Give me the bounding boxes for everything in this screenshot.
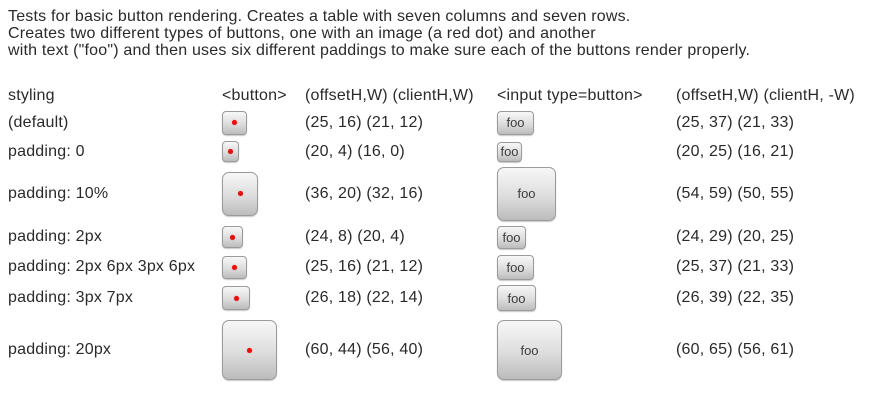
- image-button[interactable]: [222, 256, 247, 279]
- foo-input-button[interactable]: foo: [497, 285, 536, 311]
- styling-label: (default): [8, 113, 69, 131]
- input-metrics: (24, 29) (20, 25): [676, 228, 795, 245]
- image-button[interactable]: [222, 172, 258, 216]
- foo-input-button[interactable]: foo: [497, 320, 562, 380]
- styling-label: padding: 20px: [8, 341, 112, 358]
- styling-label: padding: 3px 7px: [8, 289, 134, 306]
- image-button[interactable]: [222, 320, 277, 380]
- image-button[interactable]: [222, 226, 243, 248]
- button-metrics: (24, 8) (20, 4): [305, 228, 405, 245]
- table-row: [8, 282, 893, 314]
- table-row: [8, 165, 893, 222]
- styling-label: padding: 10%: [8, 184, 109, 202]
- col-header-input-metrics: (offsetH,W) (clientH, -W): [676, 87, 855, 104]
- intro-line-1: Tests for basic button rendering. Creates a table with seven columns and seven rows.: [8, 8, 631, 25]
- button-metrics: (26, 18) (22, 14): [305, 289, 424, 306]
- image-button[interactable]: [222, 286, 250, 310]
- red-dot-icon: [228, 149, 233, 154]
- table-row: [8, 222, 893, 252]
- table-row: [8, 314, 893, 386]
- button-metrics: (20, 4) (16, 0): [305, 142, 405, 160]
- button-metrics: (60, 44) (56, 40): [305, 341, 424, 358]
- styling-label: padding: 2px: [8, 228, 103, 245]
- col-header-input-tag: <input type=button>: [497, 87, 643, 104]
- button-metrics: (25, 16) (21, 12): [305, 258, 424, 275]
- red-dot-icon: [234, 296, 239, 301]
- styling-label: padding: 2px 6px 3px 6px: [8, 258, 196, 275]
- red-dot-icon: [230, 235, 235, 240]
- button-test-table: [8, 85, 893, 386]
- red-dot-icon: [247, 348, 252, 353]
- input-metrics: (54, 59) (50, 55): [676, 184, 795, 202]
- red-dot-icon: [232, 120, 237, 125]
- input-metrics: (25, 37) (21, 33): [676, 258, 795, 275]
- foo-input-button[interactable]: foo: [497, 226, 526, 249]
- image-button[interactable]: [222, 141, 239, 162]
- styling-label: padding: 0: [8, 142, 85, 160]
- red-dot-icon: [232, 265, 237, 270]
- foo-input-button[interactable]: foo: [497, 255, 534, 280]
- input-metrics: (20, 25) (16, 21): [676, 142, 795, 160]
- input-metrics: (26, 39) (22, 35): [676, 289, 795, 306]
- button-metrics: (25, 16) (21, 12): [305, 113, 424, 131]
- intro-line-3: with text ("foo") and then uses six different paddings to make sure each of the buttons render properly.: [8, 42, 751, 59]
- table-row: [8, 252, 893, 282]
- image-button[interactable]: [222, 111, 247, 135]
- intro-text: [8, 8, 885, 59]
- input-metrics: (25, 37) (21, 33): [676, 113, 795, 131]
- red-dot-icon: [238, 191, 243, 196]
- button-metrics: (36, 20) (32, 16): [305, 184, 424, 202]
- table-row: [8, 107, 893, 138]
- col-header-styling: styling: [8, 87, 55, 104]
- col-header-button-metrics: (offsetH,W) (clientH,W): [305, 87, 474, 104]
- table-row: [8, 138, 893, 165]
- foo-input-button[interactable]: foo: [497, 167, 556, 221]
- input-metrics: (60, 65) (56, 61): [676, 341, 795, 358]
- foo-input-button[interactable]: foo: [497, 111, 534, 135]
- col-header-button-tag: <button>: [222, 87, 287, 104]
- foo-input-button[interactable]: foo: [497, 142, 522, 162]
- header-row: [8, 85, 893, 107]
- intro-line-2: Creates two different types of buttons, one with an image (a red dot) and another: [8, 25, 596, 42]
